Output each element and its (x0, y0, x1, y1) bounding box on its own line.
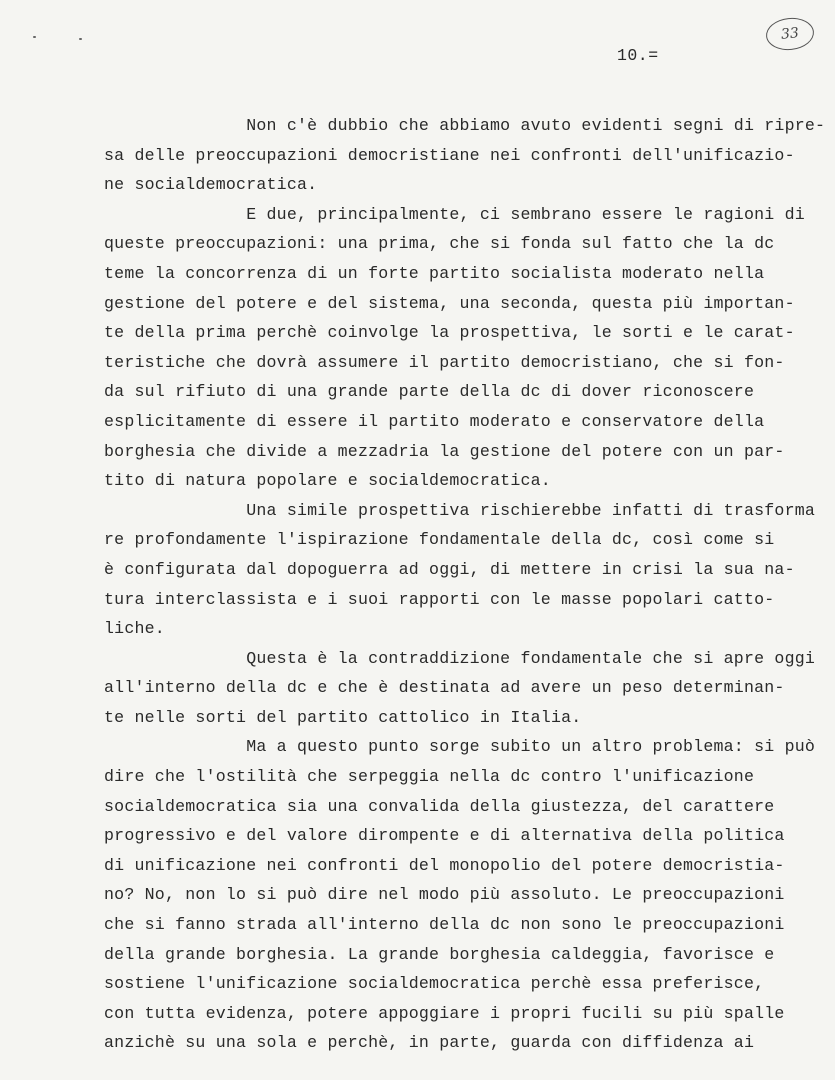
scan-speck (79, 38, 82, 40)
text-line: Ma a questo punto sorge subito un altro problema: si può (104, 737, 816, 757)
text-line: sostiene l'unificazione socialdemocratica perchè essa preferisce, (104, 974, 765, 994)
text-line: Una simile prospettiva rischierebbe infatti di trasforma (104, 500, 816, 520)
text-line: queste preoccupazioni: una prima, che si fonda sul fatto che la dc (104, 234, 775, 254)
text-line: che si fanno strada all'interno della dc non sono le preoccupazioni (104, 915, 785, 935)
text-line: E due, principalmente, ci sembrano essere le ragioni di (104, 204, 805, 224)
text-line: sa delle preoccupazioni democristiane nei confronti dell'unificazio- (104, 145, 795, 165)
text-line: no? No, non lo si può dire nel modo più assoluto. Le preoccupazioni (104, 885, 785, 905)
text-line: teme la concorrenza di un forte partito socialista moderato nella (104, 263, 765, 283)
handwritten-page-stamp: 33 (764, 16, 815, 53)
text-line: all'interno della dc e che è destinata ad avere un peso determinan- (104, 678, 785, 698)
page-number: 10.= (617, 46, 659, 65)
text-line: è configurata dal dopoguerra ad oggi, di mettere in crisi la sua na- (104, 559, 795, 579)
text-line: liche. (104, 619, 165, 639)
text-line: tito di natura popolare e socialdemocratica. (104, 471, 551, 491)
scan-speck (33, 36, 36, 38)
text-line: con tutta evidenza, potere appoggiare i propri fucili su più spalle (104, 1003, 785, 1023)
text-line: tura interclassista e i suoi rapporti con le masse popolari catto- (104, 589, 775, 609)
text-line: socialdemocratica sia una convalida della giustezza, del carattere (104, 796, 775, 816)
text-line: Questa è la contraddizione fondamentale che si apre oggi (104, 648, 816, 668)
text-line: te della prima perchè coinvolge la prospettiva, le sorti e le carat- (104, 323, 795, 343)
text-line: di unificazione nei confronti del monopolio del potere democristia- (104, 855, 785, 875)
text-line: re profondamente l'ispirazione fondamentale della dc, così come si (104, 530, 775, 550)
text-line: teristiche che dovrà assumere il partito democristiano, che si fon- (104, 352, 785, 372)
text-line: te nelle sorti del partito cattolico in Italia. (104, 707, 582, 727)
text-line: esplicitamente di essere il partito moderato e conservatore della (104, 411, 765, 431)
text-line: progressivo e del valore dirompente e di alternativa della politica (104, 826, 785, 846)
body-text (104, 111, 826, 1058)
text-line: della grande borghesia. La grande borghesia caldeggia, favorisce e (104, 944, 775, 964)
text-line: da sul rifiuto di una grande parte della dc di dover riconoscere (104, 382, 755, 402)
text-line: Non c'è dubbio che abbiamo avuto evidenti segni di ripre- (104, 116, 826, 135)
text-line: anzichè su una sola e perchè, in parte, guarda con diffidenza ai (104, 1033, 755, 1053)
text-line: borghesia che divide a mezzadria la gestione del potere con un par- (104, 441, 785, 461)
text-line: ne socialdemocratica. (104, 175, 318, 195)
text-line: dire che l'ostilità che serpeggia nella dc contro l'unificazione (104, 767, 755, 787)
text-line: gestione del potere e del sistema, una seconda, questa più importan- (104, 293, 795, 313)
